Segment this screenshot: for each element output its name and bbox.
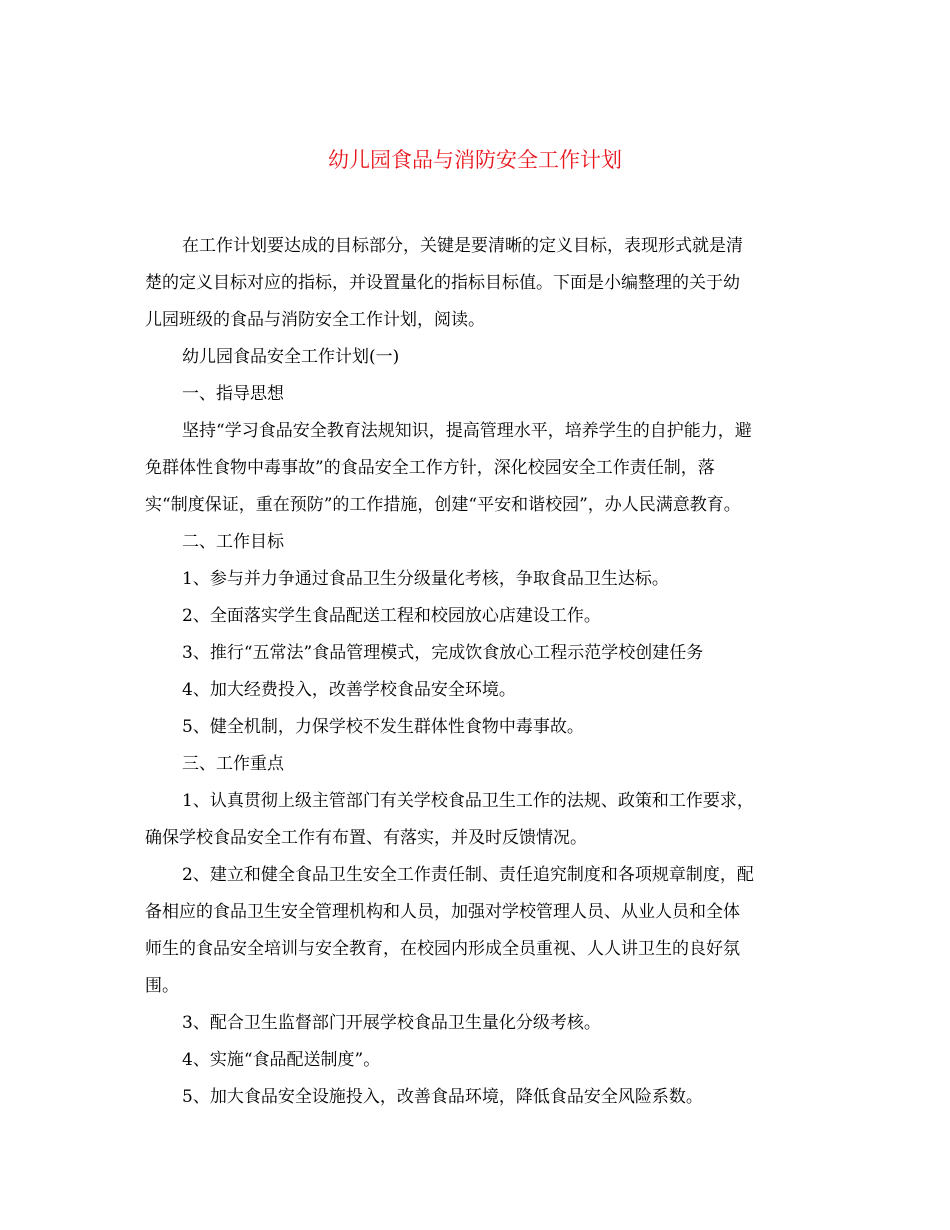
focus-item-1-line-1: 1、认真贯彻上级主管部门有关学校食品卫生工作的法规、政策和工作要求，	[182, 791, 754, 811]
focus-item-2-line-4: 围。	[145, 976, 179, 996]
goal-item-4: 4、加大经费投入，改善学校食品安全环境。	[182, 680, 516, 700]
focus-item-2-line-3: 师生的食品安全培训与安全教育，在校园内形成全员重视、人人讲卫生的良好氛	[145, 939, 740, 959]
goal-item-1: 1、参与并力争通过食品卫生分级量化考核，争取食品卫生达标。	[182, 569, 669, 589]
goal-item-5: 5、健全机制，力保学校不发生群体性食物中毒事故。	[182, 717, 584, 737]
section-heading-plan-one: 幼儿园食品安全工作计划(一)	[182, 347, 400, 367]
focus-item-3: 3、配合卫生监督部门开展学校食品卫生量化分级考核。	[182, 1013, 601, 1033]
goal-item-2: 2、全面落实学生食品配送工程和校园放心店建设工作。	[182, 606, 601, 626]
section-heading-guiding-thought: 一、指导思想	[182, 384, 284, 404]
paragraph-guiding-line-2: 免群体性食物中毒事故”的食品安全工作方针，深化校园安全工作责任制，落	[145, 458, 715, 478]
paragraph-intro-line-2: 楚的定义目标对应的指标，并设置量化的指标目标值。下面是小编整理的关于幼	[145, 273, 740, 293]
paragraph-guiding-line-1: 坚持“学习食品安全教育法规知识，提高管理水平，培养学生的自护能力，避	[182, 421, 752, 441]
goal-item-3: 3、推行“五常法”食品管理模式，完成饮食放心工程示范学校创建任务	[182, 643, 704, 663]
section-heading-work-goals: 二、工作目标	[182, 532, 284, 552]
focus-item-4: 4、实施“食品配送制度”。	[182, 1050, 381, 1070]
paragraph-intro-line-1: 在工作计划要达成的目标部分，关键是要清晰的定义目标，表现形式就是清	[182, 236, 743, 256]
focus-item-2-line-2: 备相应的食品卫生安全管理机构和人员，加强对学校管理人员、从业人员和全体	[145, 902, 740, 922]
focus-item-5: 5、加大食品安全设施投入，改善食品环境，降低食品安全风险系数。	[182, 1087, 703, 1107]
focus-item-2-line-1: 2、建立和健全食品卫生安全工作责任制、责任追究制度和各项规章制度，配	[182, 865, 754, 885]
focus-item-1-line-2: 确保学校食品安全工作有布置、有落实，并及时反馈情况。	[145, 828, 587, 848]
paragraph-guiding-line-3: 实“制度保证，重在预防”的工作措施，创建“平安和谐校园”，办人民满意教育。	[145, 495, 741, 515]
paragraph-intro-line-3: 儿园班级的食品与消防安全工作计划，阅读。	[145, 310, 485, 330]
document-title: 幼儿园食品与消防安全工作计划	[328, 148, 622, 172]
section-heading-work-focus: 三、工作重点	[182, 754, 284, 774]
